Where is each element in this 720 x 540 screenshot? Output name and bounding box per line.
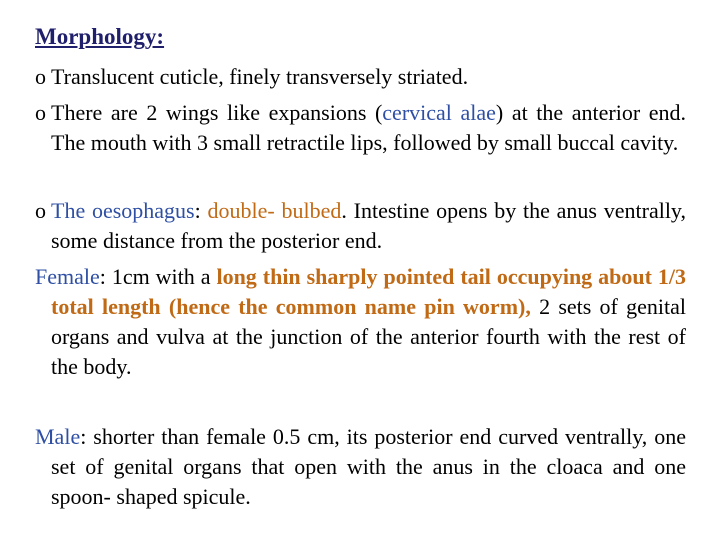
alae-text-1: There are 2 wings like expansions ( <box>51 100 383 125</box>
cervical-alae-term: cervical alae <box>382 100 496 125</box>
bullet-marker: o <box>35 198 46 223</box>
male-paragraph <box>35 422 686 512</box>
pin-worm-tail-description: long thin sharply pointed tail occupying about 1/3 total length (hence the common name pin worm), <box>51 264 686 319</box>
female-term: Female <box>35 264 100 289</box>
oesophagus-term: The oesophagus <box>51 198 195 223</box>
female-text-2: 2 sets of genital organs and vulva at the junction of the anterior fourth with the rest of the body. <box>51 294 686 379</box>
bullet-marker: o <box>35 64 46 89</box>
morphology-heading: Morphology: <box>35 24 165 49</box>
alae-text-2: ) at the anterior end. The mouth with 3 small retractile lips, followed by small buccal cavity. <box>51 100 686 155</box>
oesophagus-text-1: : <box>194 198 208 223</box>
male-text: : shorter than female 0.5 cm, its posterior end curved ventrally, one set of genital organs that open with the anus in the cloaca and one spoon- shaped spicule. <box>51 424 686 509</box>
double-bulbed-term: double- bulbed <box>207 198 342 223</box>
oesophagus-text-2: . Intestine opens by the anus ventrally, some distance from the posterior end. <box>51 198 687 253</box>
bullet-oesophagus <box>35 196 686 256</box>
cuticle-text: Translucent cuticle, finely transversely striated. <box>51 64 469 89</box>
bullet-cervical-alae <box>35 98 686 158</box>
female-text-1: : 1cm with a <box>99 264 217 289</box>
bullet-marker: o <box>35 100 46 125</box>
bullet-cuticle <box>35 62 686 92</box>
female-paragraph <box>35 262 686 382</box>
male-term: Male <box>35 424 81 449</box>
